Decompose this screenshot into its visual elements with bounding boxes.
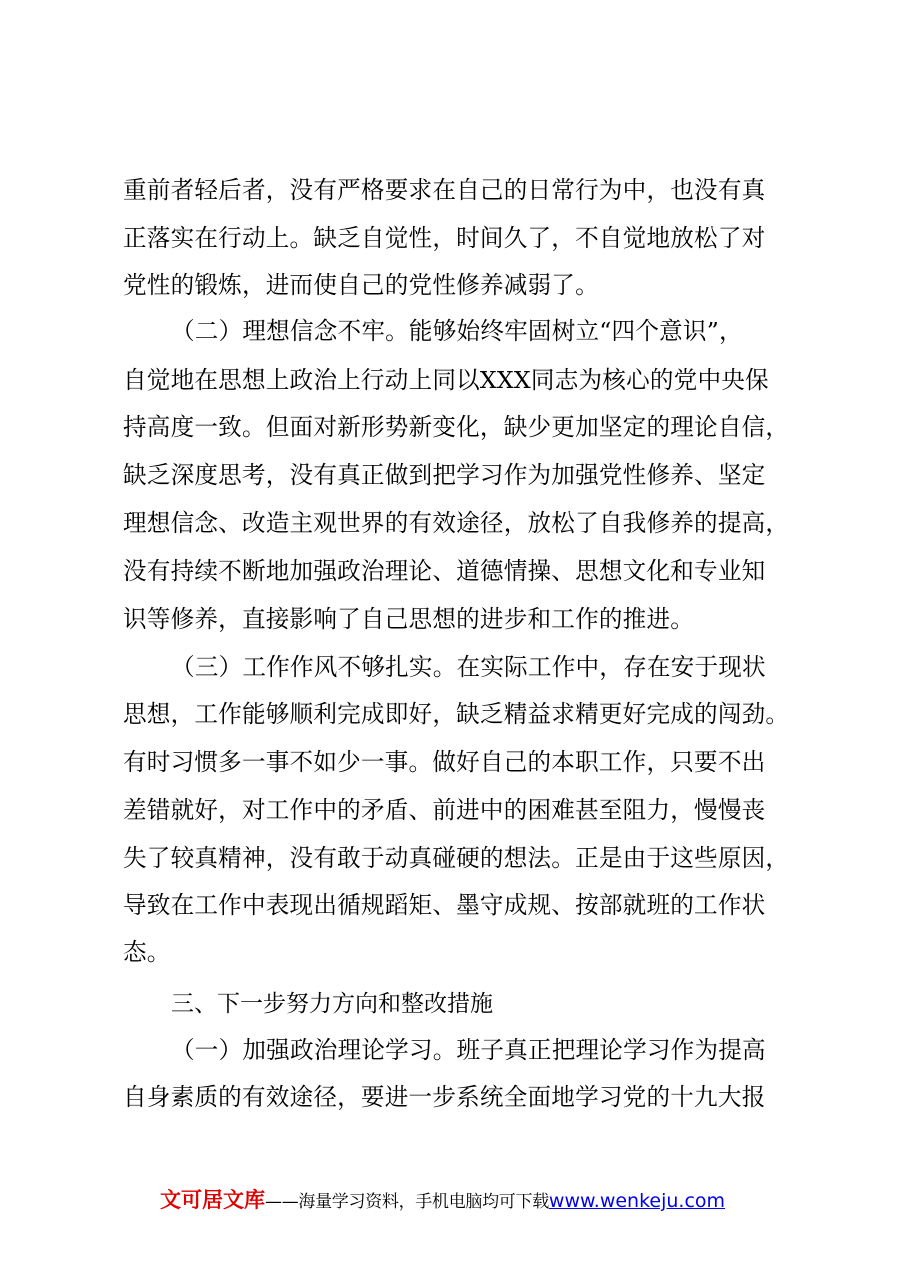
- body-line-12: 思想，工作能够顺利完成即好，缺乏精益求精更好完成的闯劲。: [123, 700, 790, 728]
- footer-brand: 文可居文库: [160, 1188, 265, 1212]
- body-line-4: （二）理想信念不牢。能够始终牢固树立“四个意识”，: [171, 317, 743, 345]
- body-line-15: 失了较真精神，没有敢于动真碰硬的想法。正是由于这些原因，: [123, 844, 790, 872]
- body-line-7: 缺乏深度思考，没有真正做到把学习作为加强党性修养、坚定: [123, 461, 766, 489]
- body-line-17: 态。: [123, 938, 171, 966]
- footer-tagline: ——海量学习资料，手机电脑均可下载: [265, 1192, 549, 1212]
- footer-banner: [160, 1184, 725, 1214]
- body-line-11: （三）工作作风不够扎实。在实际工作中，存在安于现状: [171, 653, 766, 681]
- body-line-9: 没有持续不断地加强政治理论、道德情操、思想文化和专业知: [123, 557, 766, 585]
- body-line-10: 识等修养，直接影响了自己思想的进步和工作的推进。: [123, 605, 695, 633]
- body-line-13: 有时习惯多一事不如少一事。做好自己的本职工作，只要不出: [123, 748, 766, 776]
- body-line-3: 党性的锻炼，进而使自己的党性修养减弱了。: [123, 271, 599, 299]
- footer-url-link[interactable]: www.wenkeju.com: [548, 1190, 726, 1212]
- closing-line-1: （一）加强政治理论学习。班子真正把理论学习作为提高: [171, 1036, 766, 1064]
- body-line-14: 差错就好，对工作中的矛盾、前进中的困难甚至阻力，慢慢丧: [123, 796, 766, 824]
- section-heading: 三、下一步努力方向和整改措施: [171, 991, 493, 1017]
- body-line-8: 理想信念、改造主观世界的有效途径，放松了自我修养的提高，: [123, 509, 790, 537]
- body-line-16: 导致在工作中表现出循规蹈矩、墨守成规、按部就班的工作状: [123, 891, 766, 919]
- body-line-6: 持高度一致。但面对新形势新变化，缺少更加坚定的理论自信，: [123, 413, 790, 441]
- body-line-5: 自觉地在思想上政治上行动上同以XXX同志为核心的党中央保: [123, 366, 769, 394]
- closing-line-2: 自身素质的有效途径，要进一步系统全面地学习党的十九大报: [123, 1083, 766, 1111]
- body-line-2: 正落实在行动上。缺乏自觉性，时间久了，不自觉地放松了对: [123, 224, 766, 252]
- body-line-1: 重前者轻后者，没有严格要求在自己的日常行为中，也没有真: [123, 176, 766, 204]
